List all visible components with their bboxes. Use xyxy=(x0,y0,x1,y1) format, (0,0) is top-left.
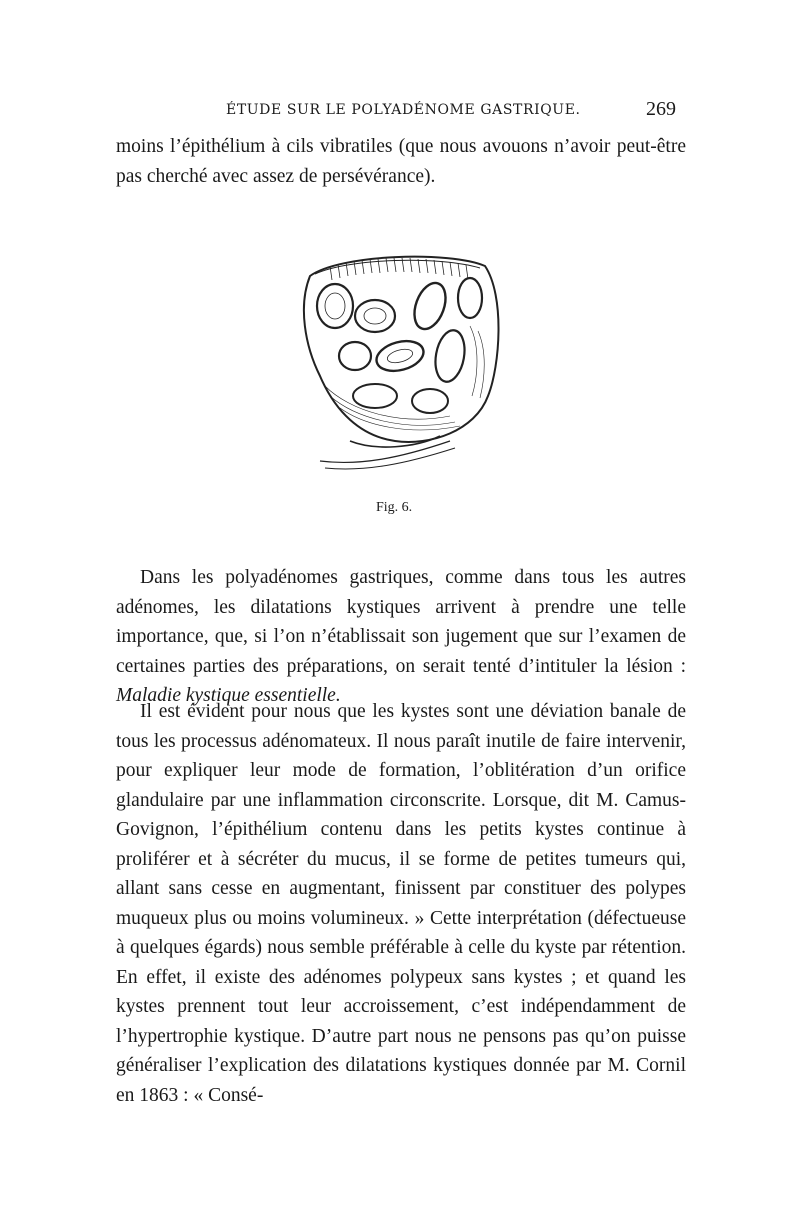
histology-figure xyxy=(280,236,510,486)
paragraph-text: Dans les polyadénomes gastriques, comme dans tous les autres adénomes, les dilatations kystiques arrivent à prendre une telle importance, que, si l’on n’établissait son jugement que sur l’examen de certaines parties des préparations, on serait tenté d’intituler la lésion : xyxy=(116,567,686,677)
paragraph: Il est évident pour nous que les kystes sont une déviation banale de tous les processus adénomateux. Il nous paraît inutile de faire intervenir, pour expliquer leur mode de formation, l’oblitération d’un orifice glandulaire par une inflammation circonscrite. Lorsque, dit M. Camus-Govignon, l’épithélium contenu dans les petits kystes continue à proliférer et à sécréter du mucus, il se forme de petites tumeurs qui, allant sans cesse en augmentant, finissent par constituer des polypes muqueux plus ou moins volumineux. » Cette interprétation (défectueuse à quelques égards) nous semble préférable à celle du kyste par rétention. En effet, il existe des adénomes polypeux sans kystes ; et quand les kystes prennent tout leur accroissement, c’est indépendamment de l’hypertrophie kystique. D’autre part nous ne pensons pas qu’on puisse généraliser l’explication des dilatations kystiques donnée par M. Cornil en 1863 : « Consé- xyxy=(116,701,686,1106)
italic-term: Maladie kystique essentielle. xyxy=(116,685,341,706)
figure-caption: Fig. 6. xyxy=(376,500,413,515)
paragraph-continuation: moins l’épithélium à cils vibratiles (que nous avouons n’avoir peut-être pas cherché avec assez de persévérance). xyxy=(116,136,686,187)
running-title: ÉTUDE SUR LE POLYADÉNOME GASTRIQUE. xyxy=(226,102,581,118)
running-head xyxy=(0,100,800,124)
paragraph xyxy=(116,563,686,711)
histology-illustration xyxy=(280,236,510,486)
page-number: 269 xyxy=(646,98,676,120)
